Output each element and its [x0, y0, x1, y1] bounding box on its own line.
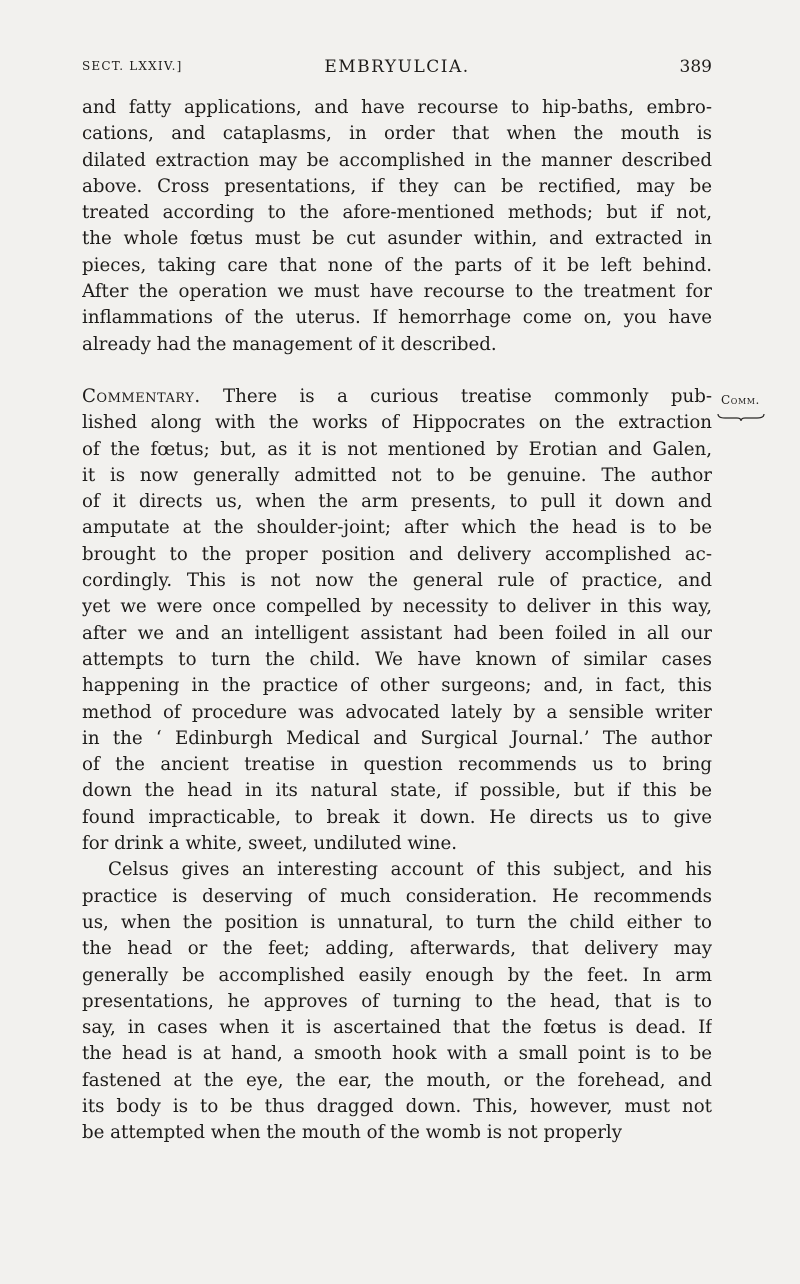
paragraph-2 — [82, 384, 712, 857]
text-line: Celsus gives an interesting account of this subject, and his — [108, 859, 712, 881]
page-number: 389 — [679, 57, 712, 77]
text-line: already had the management of it described. — [82, 333, 497, 355]
text-line: fastened at the eye, the ear, the mouth, or the forehead, and — [82, 1069, 712, 1091]
text-line: inflammations of the uterus. If hemorrhage come on, you have — [82, 307, 712, 329]
text-line: pieces, taking care that none of the parts of it be left behind. — [82, 254, 712, 276]
text-line: cordingly. This is not now the general rule of practice, and — [82, 570, 712, 592]
text-line: generally be accomplished easily enough by the feet. In arm — [82, 964, 712, 986]
text-line: brought to the proper position and delivery accomplished ac- — [82, 543, 712, 565]
paragraph-1 — [82, 95, 712, 358]
text-line: above. Cross presentations, if they can be rectified, may be — [82, 175, 712, 197]
text-line: after we and an intelligent assistant had been foiled in all our — [82, 622, 712, 644]
margin-note: Comm. — [721, 393, 760, 407]
paragraph-3 — [82, 857, 712, 1146]
text-line: the whole fœtus must be cut asunder within, and extracted in — [82, 228, 712, 250]
text-line: and fatty applications, and have recourse to hip-baths, embro- — [82, 97, 712, 118]
text-line: say, in cases when it is ascertained that the fœtus is dead. If — [82, 1017, 712, 1039]
text-line: for drink a white, sweet, undiluted wine. — [82, 833, 458, 855]
margin-brace-icon — [717, 412, 765, 422]
text-line: the head or the feet; adding, afterwards, that delivery may — [82, 938, 712, 960]
text-line: method of procedure was advocated lately by a sensible writer — [82, 701, 712, 723]
text-line: practice is deserving of much consideration. He recommends — [82, 885, 712, 907]
text-line — [82, 384, 712, 410]
text-line: it is now generally admitted not to be genuine. The author — [82, 464, 712, 486]
text-line: of the ancient treatise in question recommends us to bring — [82, 754, 712, 776]
text-line: of the fœtus; but, as it is not mentioned by Erotian and Galen, — [82, 438, 712, 460]
chapter-title: EMBRYULCIA. — [324, 57, 470, 77]
text-line: presentations, he approves of turning to the head, that is to — [82, 990, 712, 1012]
running-head — [82, 57, 712, 81]
text-line: its body is to be thus dragged down. This, however, must not — [82, 1095, 712, 1117]
text-line: down the head in its natural state, if possible, but if this be — [82, 780, 712, 802]
body-text — [82, 95, 712, 1147]
text-line: dilated extraction may be accomplished in the manner described — [82, 149, 712, 171]
section-label: SECT. LXXIV.] — [82, 59, 183, 73]
text-line: in the ‘ Edinburgh Medical and Surgical Journal.’ The author — [82, 727, 712, 749]
commentary-first-line: There is a curious treatise commonly pub- — [200, 385, 712, 407]
text-line: amputate at the shoulder-joint; after which the head is to be — [82, 517, 712, 539]
text-line: lished along with the works of Hippocrates on the extraction — [82, 412, 712, 434]
text-line: us, when the position is unnatural, to turn the child either to — [82, 911, 712, 933]
text-line: the head is at hand, a smooth hook with a small point is to be — [82, 1043, 712, 1065]
text-line: After the operation we must have recourse to the treatment for — [82, 281, 712, 303]
text-line: of it directs us, when the arm presents, to pull it down and — [82, 491, 712, 513]
text-line: happening in the practice of other surgeons; and, in fact, this — [82, 675, 712, 697]
text-line: attempts to turn the child. We have known of similar cases — [82, 648, 712, 670]
text-line: be attempted when the mouth of the womb is not properly — [82, 1122, 622, 1144]
text-line: cations, and cataplasms, in order that when the mouth is — [82, 123, 712, 145]
commentary-label: Commentary. — [82, 385, 201, 407]
text-line: treated according to the afore-mentioned methods; but if not, — [82, 202, 712, 224]
text-line: yet we were once compelled by necessity to deliver in this way, — [82, 596, 712, 618]
text-line: found impracticable, to break it down. He directs us to give — [82, 806, 712, 828]
